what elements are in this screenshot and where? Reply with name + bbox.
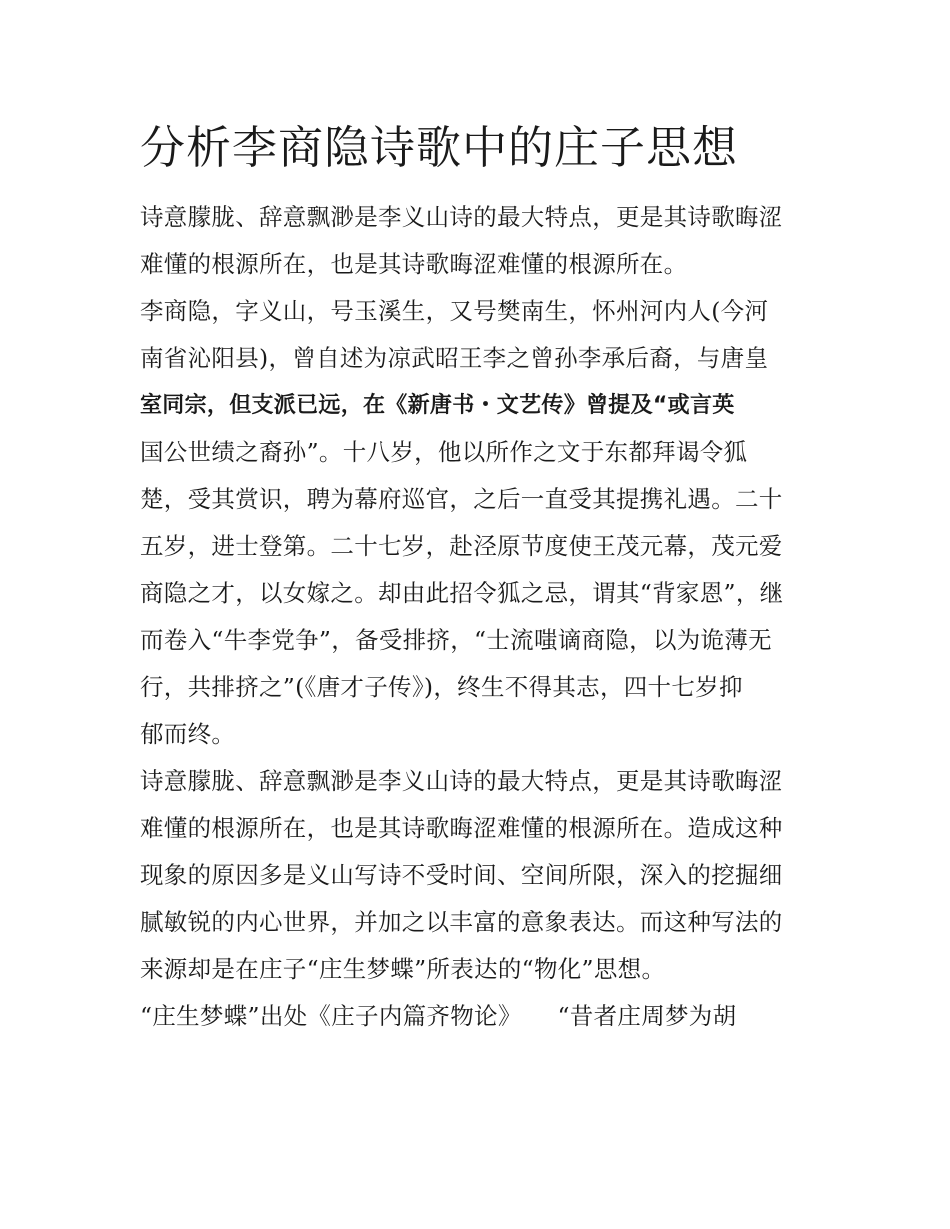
paragraph-line: 商隐之才，以女嫁之。却由此招令狐之忌，谓其“背家恩”，继: [140, 579, 784, 607]
paragraph-line: “庄生梦蝶”出处《庄子内篇齐物论》 “昔者庄周梦为胡: [140, 1002, 737, 1030]
document-title: 分析李商隐诗歌中的庄子思想: [140, 121, 739, 174]
paragraph-line: 李商隐，字义山，号玉溪生，又号樊南生，怀州河内人(今河: [140, 297, 769, 325]
paragraph-line: 五岁，进士登第。二十七岁，赴泾原节度使王茂元幕，茂元爱: [140, 532, 783, 560]
paragraph-line: 来源却是在庄子“庄生梦蝶”所表达的“物化”思想。: [140, 955, 666, 983]
paragraph-2: [140, 288, 820, 758]
paragraph-line: 郁而终。: [140, 720, 236, 748]
document-page: [140, 112, 820, 1040]
paragraph-line: 行，共排挤之”(《唐才子传》)，终生不得其志，四十七岁抑: [140, 673, 743, 701]
paragraph-3: [140, 758, 820, 993]
paragraph-line: 腻敏锐的内心世界，并加之以丰富的意象表达。而这种写法的: [140, 908, 783, 936]
paragraph-line: 南省沁阳县)，曾自述为凉武昭王李之曾孙李承后裔，与唐皇: [140, 344, 769, 372]
paragraph-4: [140, 993, 820, 1040]
paragraph-line: 难懂的根源所在，也是其诗歌晦涩难懂的根源所在。: [140, 250, 688, 278]
paragraph-line: 楚，受其赏识，聘为幕府巡官，之后一直受其提携礼遇。二十: [140, 485, 783, 513]
paragraph-line: 国公世绩之裔孙”。十八岁，他以所作之文于东都拜谒令狐: [140, 438, 748, 466]
paragraph-line: 而卷入“牛李党争”，备受排挤，“士流嗤谪商隐，以为诡薄无: [140, 626, 772, 654]
paragraph-line: 现象的原因多是义山写诗不受时间、空间所限，深入的挖掘细: [140, 861, 783, 889]
paragraph-1: [140, 194, 820, 288]
paragraph-line: 诗意朦胧、辞意飘渺是李义山诗的最大特点，更是其诗歌晦涩: [140, 203, 783, 231]
paragraph-line: 诗意朦胧、辞意飘渺是李义山诗的最大特点，更是其诗歌晦涩: [140, 767, 783, 795]
paragraph-line-bold: 室同宗，但支派已远，在《新唐书・文艺传》曾提及“或言英: [140, 393, 735, 418]
paragraph-line: 难懂的根源所在，也是其诗歌晦涩难懂的根源所在。造成这种: [140, 814, 783, 842]
